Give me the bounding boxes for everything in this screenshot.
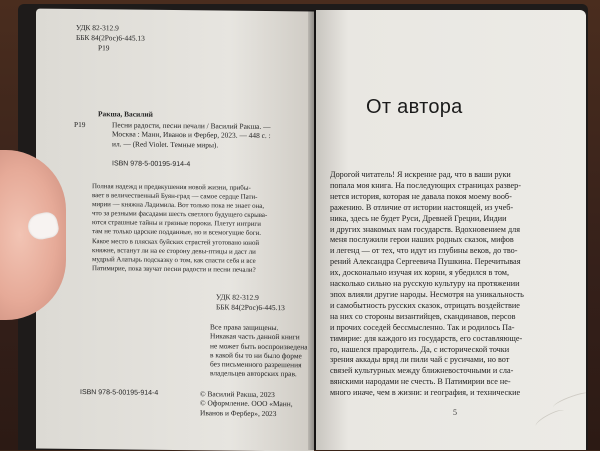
- isbn-top: ISBN 978-5-00195-914-4: [112, 160, 191, 169]
- text-line: много иначе, чем в жизни: и география, и технические: [330, 388, 521, 398]
- text-line: и самобытность русских сказок, отрицать воздействие: [330, 300, 520, 310]
- text-line: и легенд — от тех, что идут из глубины веков, до тво-: [330, 246, 518, 256]
- code-top: Р19: [98, 43, 110, 53]
- left-page: [36, 9, 314, 451]
- udk-bottom: УДК 82-312.9: [216, 292, 259, 302]
- chapter-title: От автора: [366, 96, 463, 118]
- text-line: насколько сильно на русскую культуру на протяжении: [330, 279, 520, 289]
- text-line: и прочих соседей бессмысленно. Так и родилось Па-: [330, 322, 515, 332]
- text-line: на них со стороны византийцев, скандинавов, персов: [330, 311, 516, 321]
- rights-line: без письменного разрешения: [210, 359, 302, 370]
- right-page: [316, 10, 586, 450]
- text-line: вянскими народами не счесть. В Патимирии все не-: [330, 377, 511, 387]
- copyright-line: Иванов и Фербер», 2023: [200, 407, 277, 418]
- catalog-code: Р19: [74, 119, 86, 130]
- copyright: [200, 389, 293, 418]
- text-line: и других знакомых нам государств. Вдохновением для: [330, 224, 520, 234]
- annotation-line: Какое место в плясках буйских страстей уготовано юной: [92, 237, 260, 247]
- rights-line: владельцев авторских прав.: [210, 368, 297, 379]
- text-line: ражению. В отличие от истории настоящей, из учеб-: [330, 202, 514, 212]
- udk-top: УДК 82-312.9: [76, 22, 119, 33]
- text-line: ника, здесь не будет Руси, Древней Греции, Индии: [330, 213, 507, 223]
- catalog-entry: [112, 120, 271, 150]
- text-line: попала моя книга. На последующих страницах развер-: [330, 180, 522, 190]
- annotation-line: что за резными фасадами шесть светлого будущего скрыва-: [92, 210, 268, 220]
- copyright-line: © Василий Ракша, 2023: [200, 389, 275, 400]
- catalog-line: Москва : Манн, Иванов и Фербер, 2023. — 448 с. :: [112, 129, 271, 141]
- text-line: их, досконально изучая их корни, я убедился в том,: [330, 268, 509, 278]
- text-line: тимирие: для каждого из государств, его составляюще-: [330, 333, 523, 343]
- isbn-bottom: ISBN 978-5-00195-914-4: [80, 389, 159, 397]
- catalog-line: ил. — (Red Violet. Темные миры).: [112, 138, 219, 150]
- rights-notice: [210, 322, 308, 379]
- annotation-line: княжне, встанут ли на ее сторону девы-птицы и даст ли: [92, 246, 256, 256]
- feather-decoration: [534, 407, 566, 430]
- text-line: рений Александра Сергеевича Пушкина. Перечитывая: [330, 257, 521, 267]
- bbk-bottom: ББК 84(2Рос)6-445.13: [216, 302, 285, 313]
- text-line: связей культурных между ближневосточными и сла-: [330, 366, 514, 376]
- text-line: зрения аккады вряд ли пили чай с русичами, но вот: [330, 355, 510, 365]
- annotation: [92, 182, 267, 275]
- annotation-line: вает в величественный Буян-град — самое сердце Пати-: [92, 192, 258, 201]
- rights-line: не может быть воспроизведена: [210, 340, 308, 351]
- rights-line: в какой бы то ни было форме: [210, 350, 302, 361]
- annotation-line: мудрый Алатырь подсказку о том, как спасти себя и все: [92, 255, 256, 265]
- annotation-line: ются страшные тайны и грязные пороки. Плетут интриги: [92, 219, 261, 229]
- copyright-line: © Оформление. ООО «Манн,: [200, 398, 293, 409]
- rights-line: Никакая часть данной книги: [210, 331, 300, 342]
- text-line: го, нашелся прародитель. Да, с исторической точки: [330, 344, 510, 354]
- text-line: меня послужили герои наших родных сказок, мифов: [330, 235, 514, 245]
- foreword-text: [330, 170, 582, 399]
- text-line: эпох влияли другие народы. Несмотря на уникальность: [330, 289, 524, 299]
- text-line: нется история, которая не давала покоя моему вооб-: [330, 191, 512, 201]
- author-name: Ракша, Василий: [98, 109, 153, 119]
- page-number: 5: [453, 408, 457, 417]
- annotation-line: там не только царские подданные, но и всемогущие боги.: [92, 228, 262, 238]
- annotation-line: мирии — княжна Ладимила. Вот только пока не знает она,: [92, 201, 265, 211]
- annotation-line: Патимирие, пока звучат песни радости и песни печали?: [92, 264, 256, 274]
- annotation-line: Полная надежд и предвкушения новой жизни, прибы-: [92, 183, 251, 192]
- catalog-line: Песни радости, песни печали / Василий Ракша. —: [112, 120, 271, 132]
- bbk-top: ББК 84(2Рос)6-445.13: [76, 32, 145, 43]
- text-line: Дорогой читатель! Я искренне рад, что в ваши руки: [330, 170, 511, 179]
- rights-line: Все права защищены.: [210, 322, 279, 333]
